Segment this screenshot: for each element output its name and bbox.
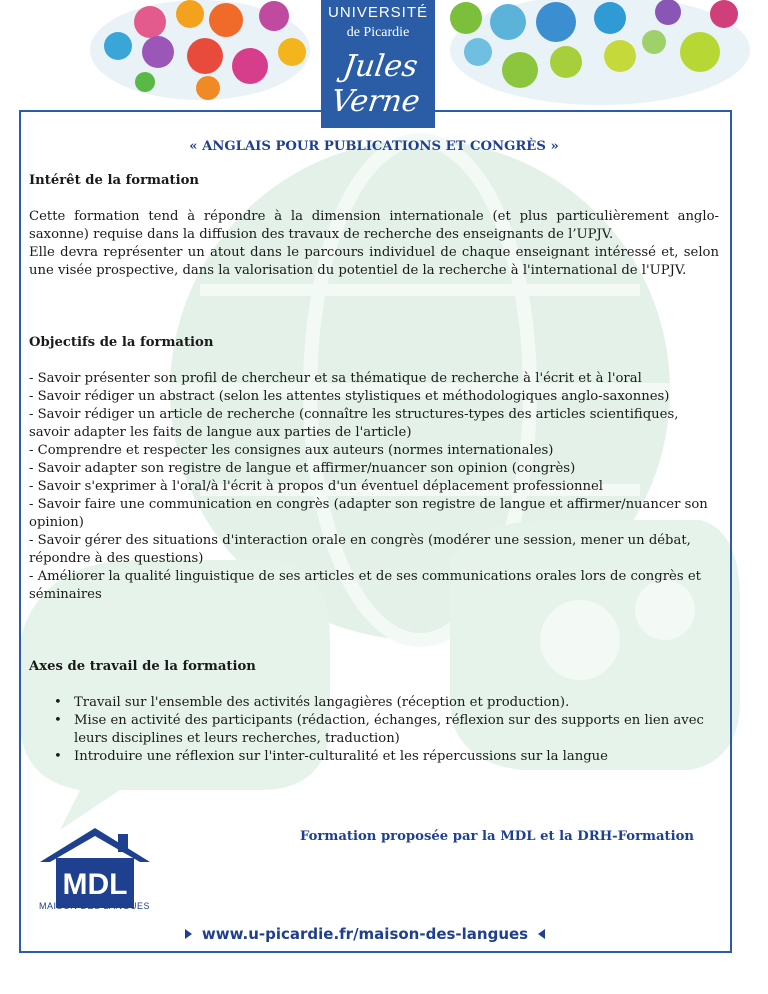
- paragraph: Elle devra représenter un atout dans le parcours individuel de chaque enseignant intéressé et, selon une visée prospective, dans la valorisation du potentiel de la recherche à l'international de l'UPJV.: [29, 245, 719, 278]
- objective-item: - Savoir présenter son profil de chercheur et sa thématique de recherche à l'écrit et à l'oral: [29, 371, 642, 386]
- document-body: [29, 138, 719, 766]
- proposed-by-text: Formation proposée par la MDL et la DRH-Formation: [300, 829, 695, 844]
- objective-item: - Savoir adapter son registre de langue et affirmer/nuancer son opinion (congrès): [29, 461, 576, 476]
- list-item: • Mise en activité des participants (rédaction, échanges, réflexion sur des supports en lien avec leurs disciplines et leurs recherches, traduction): [74, 712, 719, 748]
- axes-list: [29, 694, 719, 766]
- page-title: « ANGLAIS POUR PUBLICATIONS ET CONGRÈS »: [189, 139, 559, 154]
- heading-interet: Intérêt de la formation: [29, 173, 200, 188]
- logo-subtitle: de Picardie: [346, 25, 410, 40]
- left-icon-cluster: [90, 0, 310, 100]
- university-logo: [321, 0, 435, 128]
- heading-objectifs: Objectifs de la formation: [29, 335, 214, 350]
- objective-item: - Comprendre et respecter les consignes aux auteurs (normes internationales): [29, 443, 554, 458]
- logo-signature: Jules Verne: [329, 49, 423, 119]
- mdl-logo-text: MDL: [62, 868, 128, 901]
- objective-item: - Savoir rédiger un abstract (selon les attentes stylistiques et méthodologiques anglo-saxonnes): [29, 389, 670, 404]
- objective-item: - Savoir faire une communication en congrès (adapter son registre de langue et affirmer/nuancer son opinion): [29, 497, 708, 530]
- website-url[interactable]: www.u-picardie.fr/maison-des-langues: [201, 925, 529, 943]
- objective-item: - Savoir gérer des situations d'interaction orale en congrès (modérer une session, mener un débat, répondre à des questions): [29, 533, 691, 566]
- website-link-row[interactable]: [160, 923, 570, 945]
- heading-axes: Axes de travail de la formation: [29, 659, 256, 674]
- arrow-right-icon: [185, 929, 192, 939]
- objective-item: - Savoir rédiger un article de recherche (connaître les structures-types des articles scientifiques, savoir adapter les faits de langue aux parties de l'article): [29, 407, 679, 440]
- list-item: • Introduire une réflexion sur l'inter-culturalité et les répercussions sur la langue: [74, 748, 719, 766]
- mdl-caption: MAISON DES LANGUES: [39, 901, 151, 911]
- paragraph: Cette formation tend à répondre à la dimension internationale (et plus particulièrement anglo-saxonne) requise dans la diffusion des travaux de recherche des enseignants de l’UPJV.: [29, 209, 719, 242]
- objective-item: - Améliorer la qualité linguistique de ses articles et de ses communications orales lors de congrès et séminaires: [29, 569, 701, 602]
- objective-item: - Savoir s'exprimer à l'oral/à l'écrit à propos d'un éventuel déplacement professionnel: [29, 479, 604, 494]
- arrow-left-icon: [538, 929, 545, 939]
- right-icon-cluster: [450, 0, 750, 105]
- logo-university-text: UNIVERSITÉ: [327, 4, 428, 21]
- list-item: • Travail sur l'ensemble des activités langagières (réception et production).: [74, 694, 719, 712]
